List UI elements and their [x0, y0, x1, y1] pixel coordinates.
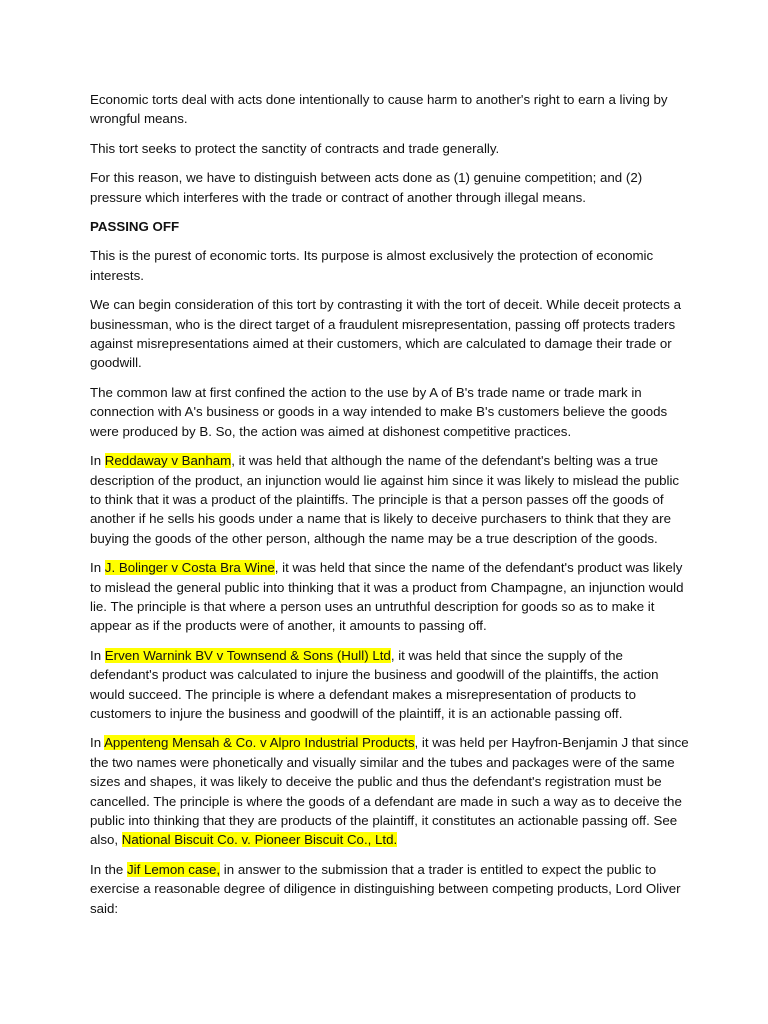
- paragraph-case-jif-lemon: [90, 860, 690, 918]
- paragraph-intro: Economic torts deal with acts done intentionally to cause harm to another's right to earn a living by wrongful means.: [90, 92, 668, 127]
- paragraph-case-appenteng: [90, 733, 690, 849]
- paragraph-deceit-contrast: We can begin consideration of this tort by contrasting it with the tort of deceit. While deceit protects a businessman, who is the direct target of a fraudulent misrepresentation, passing off protects traders against misrepresentations aimed at their customers, which are calculated to damage their trade or goodwill.: [90, 297, 682, 371]
- paragraph-common-law: The common law at first confined the action to the use by A of B's trade name or trade mark in connection with A's business or goods in a way intended to make B's customers believe the goods were produced by B. So, the action was aimed at dishonest competitive practices.: [90, 384, 668, 439]
- paragraph-case-reddaway: [90, 451, 690, 548]
- case-prefix: In: [90, 560, 105, 576]
- paragraph-case-erven-warnink: [90, 646, 690, 724]
- document-page: [90, 90, 690, 928]
- case-text: in answer to the submission that a trader is entitled to expect the public to exercise a reasonable degree of diligence in distinguishing between competing products, Lord Oliver said:: [90, 861, 681, 916]
- case-name-highlight: Reddaway v Banham: [104, 453, 232, 469]
- paragraph-case-bolinger: [90, 558, 690, 636]
- case-prefix: In: [90, 735, 105, 751]
- case-text: , it was held per Hayfron-Benjamin J that since the two names were phonetically and visually similar and the tubes and packages were of the same sizes and shapes, it was likely to deceive the public and thus the defendant's registration must be cancelled. The principle is where the goods of a defendant are made in such a way as to deceive the public into thinking that they are products of the plaintiff, it constitutes an actionable passing off. See also,: [90, 735, 689, 848]
- case-prefix: In: [90, 647, 105, 663]
- section-heading-passing-off: PASSING OFF: [90, 219, 180, 235]
- paragraph-purest-tort: This is the purest of economic torts. Its purpose is almost exclusively the protection of economic interests.: [90, 248, 654, 283]
- case-text: , it was held that since the supply of the defendant's product was calculated to injure the business and goodwill of the plaintiffs, the action would succeed. The principle is where a defendant makes a misrepresentation of products to customers to injure the business and goodwill of the plaintiff, it is an actionable passing off.: [90, 647, 659, 721]
- case-text: , it was held that although the name of the defendant's belting was a true description of the product, an injunction would lie against him since it was likely to mislead the public to think that it was a product of the plaintiffs. The principle is that a person passes off the goods of another if he sells his goods under a name that is likely to deceive purchasers to think that they are buying the goods of the other person, although the name may be a true description of the goods.: [90, 453, 680, 546]
- case-name-highlight: Appenteng Mensah & Co. v Alpro Industrial Products: [104, 735, 415, 751]
- case-name-highlight: Jif Lemon case,: [126, 861, 221, 877]
- case-prefix: In: [90, 453, 105, 469]
- case-name-highlight: J. Bolinger v Costa Bra Wine: [104, 560, 275, 576]
- case-text: , it was held that since the name of the defendant's product was likely to mislead the general public into thinking that it was a product from Champagne, an injunction would lie. The principle is that where a person uses an untruthful description for goods so as to make it appear as if the products were of another, it amounts to passing off.: [90, 560, 684, 634]
- paragraph-purpose: This tort seeks to protect the sanctity of contracts and trade generally.: [90, 140, 500, 156]
- case-name-highlight: Erven Warnink BV v Townsend & Sons (Hull) Ltd: [104, 647, 391, 663]
- case-see-also-highlight: National Biscuit Co. v. Pioneer Biscuit Co., Ltd.: [121, 832, 398, 848]
- case-prefix: In the: [90, 861, 127, 877]
- paragraph-distinction: For this reason, we have to distinguish between acts done as (1) genuine competition; and (2) pressure which interferes with the trade or contract of another through illegal means.: [90, 170, 643, 205]
